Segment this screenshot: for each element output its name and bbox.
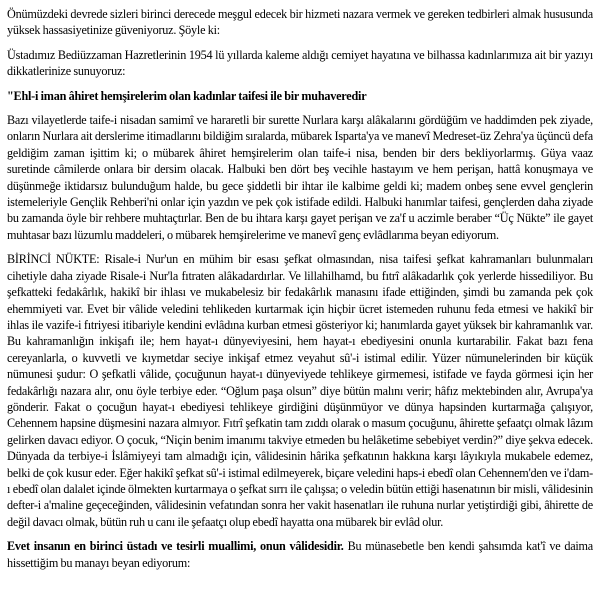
body-paragraph-birinci-nukte: BİRİNCİ NÜKTE: Risale-i Nur'un en mühim bir esası şefkat olmasından, nisa taifesi şefkat kahramanları bulunmaları cihetiyle daha ziyade Risale-i Nur'la fıtraten alâkadardırlar. Ve lillahilhamd, bu fıtrî alâkadarlık çok yerlerde hissediliyor. Bu şefkatteki fedakârlık, hakikî bir ihlası ve mukabelesiz bir fedakârlık manasını ifade ettiğinden, şimdi bu zamanda pek çok ehemmiyeti var. Evet bir vâlide veledini tehlikeden kurtarmak için hiçbir ücret istemeden ruhunu feda etmesi ve hakikî bir ihlas ile vazife-i fıtriyesi itibariyle kendini evlâdına kurban etmesi gösteriyor ki; hanımlarda gayet yüksek bir kahramanlık var. Bu kahramanlığın inkişafı ile; hem hayat-ı dünyeviyesini, hem hayat-ı ebediyesini onunla kurtarabilir. Fakat bazı fena cereyanlarla, o kuvvetli ve kıymetdar seciye inkişaf etmez veyahut sû'-i istimal edilir. Yüzer nümunelerinden bir küçük nümunesi şudur: O şefkatli vâlide, çocuğunun hayat-ı dünyeviyede tehlikeye girmemesi, istifade ve fayda görmesi için her fedakârlığı nazara alır, onu öyle terbiye eder. “Oğlum paşa olsun” diye bütün malını verir; hâfız mektebinden alır, Avrupa'ya gönderir. Fakat o çocuğun hayat-ı ebediyesi tehlikeye girdiğini düşünmüyor ve dünya hapsinden kurtarmağa çalışıyor, Cehennem hapsine düşmesini nazara almıyor. Fıtrî şefkatin tam zıddı olarak o masum çocuğunu, âhirette şefaatçı olmak lâzım gelirken davacı ediyor. O çocuk, “Niçin benim imanımı takviye etmeden bu helâketime sebebiyet verdin?” diye şekva edecek. Dünyada da terbiye-i İslâmiyeyi tam almadığı için, vâlidesinin hârika şefkatının hakkına karşı lâyıkıyla mukabele edemez, belki de çok kusur eder. Eğer hakikî şefkat sû'-i istimal edilmeyerek, biçare veledini haps-i ebedî olan Cehennem'den ve i'dam-ı ebedî olan dalalet içinde ölmekten kurtarmaya o şefkat sırrı ile çalışsa; o veledin bütün ettiği hasenatının bir misli, vâlidesinin defter-i a'maline geçeceğinden, vâlidesinin vefatından sonra her vakit hasenatları ile ruhuna nurlar yetiştirdiği gibi, âhirette de değil davacı olmak, bütün ruh u canı ile şefaatçı olup ebedî hayatta ona mübarek bir evlâd olur. [7, 252, 593, 529]
body-paragraph-1: Bazı vilayetlerde taife-i nisadan samimî ve hararetli bir surette Nurlara karşı alâkalarını gördüğüm ve haddimden pek ziyade, onların Nurlara ait derslerime itimadlarını bildiğim sıralarda, mübarek Isparta'ya ve manevî Medreset-üz Zehra'ya üçüncü defa geldiğim zaman işittim ki; o mübarek âhiret hemşirelerim olan taife-i nisa, benden bir ders bekliyorlarmış. Güya vaaz suretinde câmilerde onlara bir dersim olacak. Halbuki ben dört beş vecihle hastayım ve hem perişan, hattâ konuşmaya ve düşünmeğe iktidarsız bulunduğum halde, bu gece şiddetli bir ihtar ile kalbime geldi ki; madem onbeş sene evvel gençlerin istemeleriyle Gençlik Rehberi'ni onlar için yazdın ve pek çok istifade edildi. Halbuki hanımlar taifesi, gençlerden daha ziyade bu zamanda öyle bir rehbere muhtaçtırlar. Ben de bu ihtara karşı gayet perişan ve za'f u aczimle beraber “Üç Nükte” ile gayet muhtasar bazı lüzumlu maddeleri, o mübarek hemşirelerime ve manevî genç evlâdlarıma beyan ediyorum. [7, 113, 593, 242]
closing-rest-text: Bu münasebetle ben kendi şahsımda kat'î ve daima hissettiğim bu manayı beyan ediyorum: [7, 539, 593, 570]
intro-paragraph-2: Üstadımız Bediüzzaman Hazretlerinin 1954 lü yıllarda kaleme aldığı cemiyet hayatına ve bilhassa kadınlarımıza ait bir yazıyı dikkatlerinize sunuyoruz: [7, 47, 593, 79]
intro-paragraph-1: Önümüzdeki devrede sizleri birinci derecede meşgul edecek bir hizmeti nazara vermek ve gereken tedbirleri almak hususunda yüksek hassasiyetinize güveniyoruz. Şöyle ki: [7, 7, 593, 38]
section-heading: "Ehl-i iman âhiret hemşirelerim olan kadınlar taifesi ile bir muhaveredir [7, 88, 367, 103]
closing-lead-sentence: Evet insanın en birinci üstadı ve tesirli muallimi, onun vâlidesidir. [7, 539, 344, 554]
closing-paragraph [7, 538, 593, 571]
